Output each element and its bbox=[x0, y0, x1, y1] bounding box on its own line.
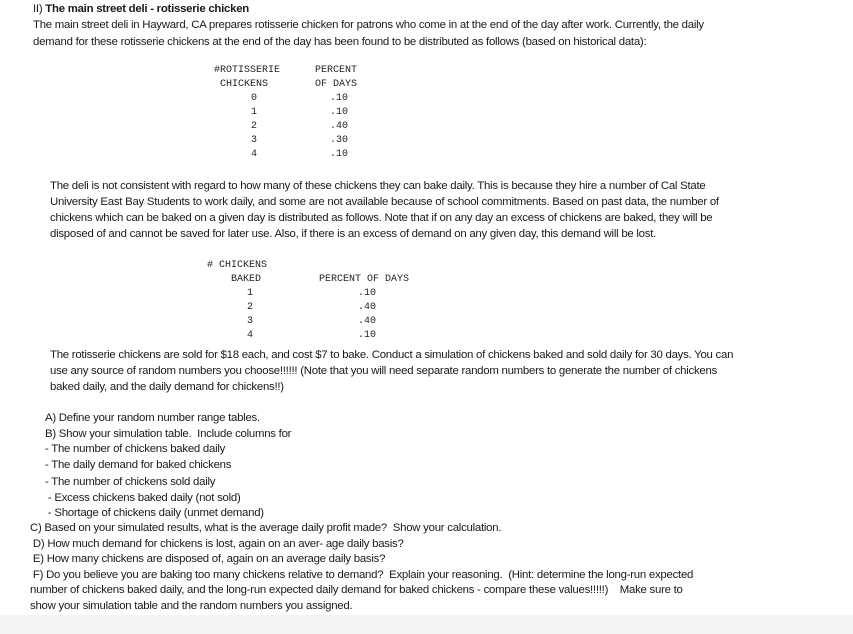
question-line: - Excess chickens baked daily (not sold) bbox=[45, 492, 241, 504]
demand-header-col2-line1: PERCENT bbox=[315, 65, 358, 76]
demand-row-count: 1 bbox=[251, 107, 258, 118]
baked-row-count: 1 bbox=[247, 288, 254, 299]
baked-row-percent: .40 bbox=[358, 316, 377, 327]
demand-row-count: 0 bbox=[251, 93, 258, 104]
question-line: C) Based on your simulated results, what is the average daily profit made? Show your calculation. bbox=[30, 522, 502, 534]
question-line: - The daily demand for baked chickens bbox=[45, 459, 232, 471]
demand-header-col1-line1: #ROTISSERIE bbox=[214, 65, 281, 76]
title-prefix: II) bbox=[33, 3, 46, 15]
baked-header-col1-line1: # CHICKENS bbox=[207, 260, 268, 271]
intro-line: demand for these rotisserie chickens at the end of the day has been found to be distributed as follows (based on historical data): bbox=[33, 36, 647, 48]
baked-row-count: 2 bbox=[247, 302, 254, 313]
bake-paragraph-line: The deli is not consistent with regard to how many of these chickens they can bake daily. This is because they hire a number of Cal State bbox=[50, 180, 706, 192]
demand-row-count: 4 bbox=[251, 149, 258, 160]
baked-row-percent: .40 bbox=[358, 302, 377, 313]
question-line: show your simulation table and the random numbers you assigned. bbox=[30, 600, 353, 612]
demand-row-count: 3 bbox=[251, 135, 258, 146]
baked-header-col1-line2: BAKED bbox=[231, 274, 262, 285]
sim-paragraph-line: baked daily, and the daily demand for chickens!!) bbox=[50, 381, 284, 393]
bake-paragraph-line: University East Bay Students to work daily, and some are not available because of school commitments. Based on past data, the number of bbox=[50, 196, 719, 208]
question-line: B) Show your simulation table. Include columns for bbox=[45, 428, 292, 440]
demand-row-percent: .40 bbox=[330, 121, 349, 132]
baked-row-percent: .10 bbox=[358, 288, 377, 299]
bake-paragraph-line: disposed of and cannot be saved for later use. Also, if there is an excess of demand on any given day, this demand will be lost. bbox=[50, 228, 657, 240]
baked-header-col2: PERCENT OF DAYS bbox=[319, 274, 410, 285]
sim-paragraph-line: The rotisserie chickens are sold for $18 each, and cost $7 to bake. Conduct a simulation of chickens baked and sold daily for 30 days. You can bbox=[50, 349, 734, 361]
question-line: - The number of chickens baked daily bbox=[45, 443, 226, 455]
baked-row-count: 3 bbox=[247, 316, 254, 327]
problem-title bbox=[33, 1, 249, 18]
question-line: - Shortage of chickens daily (unmet demand) bbox=[45, 507, 264, 519]
demand-header-col1-line2: CHICKENS bbox=[220, 79, 269, 90]
page-bottom-band bbox=[0, 615, 853, 634]
question-line: number of chickens baked daily, and the long-run expected daily demand for baked chickens - compare these values!!!!!) Make sure to bbox=[30, 584, 683, 596]
question-line: E) How many chickens are disposed of, again on an average daily basis? bbox=[30, 553, 386, 565]
baked-row-count: 4 bbox=[247, 330, 254, 341]
demand-row-percent: .10 bbox=[330, 93, 349, 104]
demand-row-percent: .10 bbox=[330, 149, 349, 160]
question-line: - The number of chickens sold daily bbox=[45, 476, 216, 488]
question-line: D) How much demand for chickens is lost, again on an aver- age daily basis? bbox=[30, 538, 404, 550]
question-line: F) Do you believe you are baking too many chickens relative to demand? Explain your reasoning. (Hint: determine the long-run expected bbox=[30, 569, 694, 581]
baked-row-percent: .10 bbox=[358, 330, 377, 341]
bake-paragraph-line: chickens which can be baked on a given day is distributed as follows. Note that if on any day an excess of chickens are baked, they will be bbox=[50, 212, 713, 224]
sim-paragraph-line: use any source of random numbers you choose!!!!!! (Note that you will need separate random numbers to generate the number of chickens bbox=[50, 365, 718, 377]
demand-row-percent: .10 bbox=[330, 107, 349, 118]
title-bold: The main street deli - rotisserie chicken bbox=[45, 3, 250, 15]
demand-header-col2-line2: OF DAYS bbox=[315, 79, 358, 90]
demand-row-count: 2 bbox=[251, 121, 258, 132]
intro-line: The main street deli in Hayward, CA prepares rotisserie chicken for patrons who come in at the end of the day after work. Currently, the daily bbox=[33, 19, 704, 31]
demand-row-percent: .30 bbox=[330, 135, 349, 146]
question-line: A) Define your random number range tables. bbox=[45, 412, 260, 424]
